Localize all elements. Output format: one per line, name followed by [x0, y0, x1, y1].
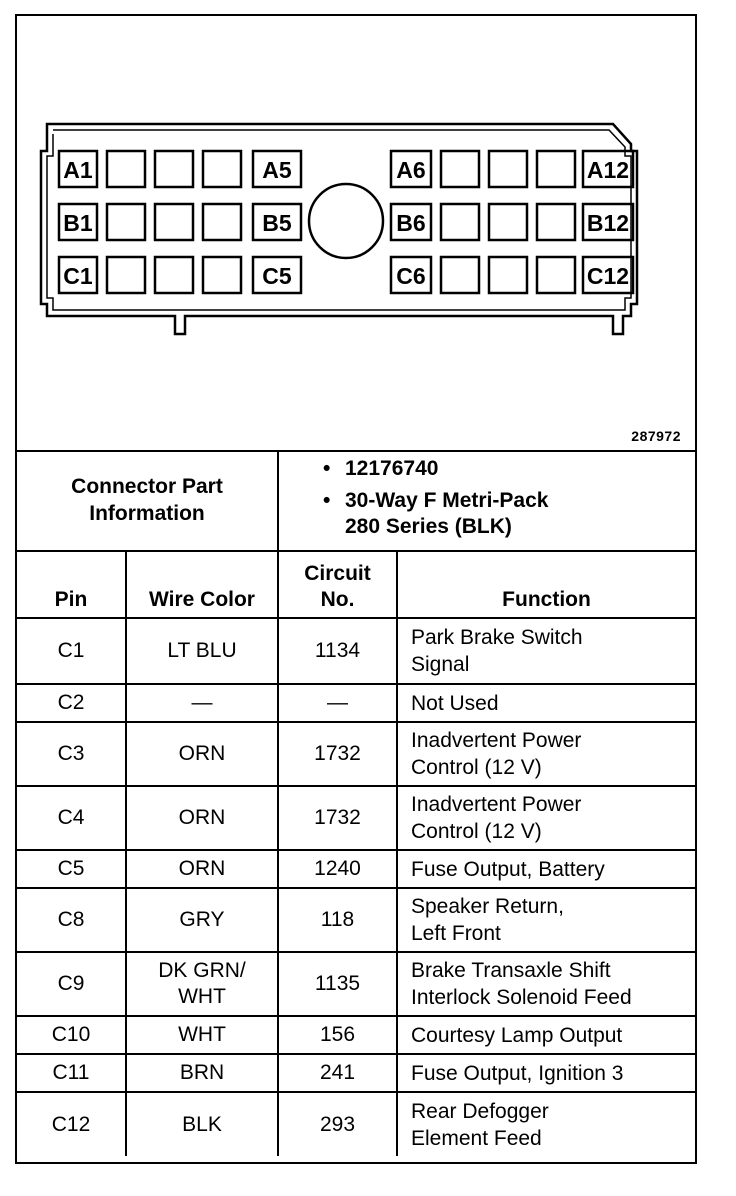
- cell-pin-line: C9: [57, 972, 85, 995]
- cell-circuit: [278, 684, 397, 722]
- pin-cavity: [155, 204, 193, 240]
- cell-circuit: [278, 850, 397, 888]
- cell-function: [397, 850, 695, 888]
- cell-circuit: [278, 722, 397, 786]
- header-wire-color: Wire Color: [126, 552, 278, 618]
- pin-cavity: [107, 151, 145, 187]
- cell-pin: [17, 952, 126, 1016]
- pin-cavity-label: C12: [586, 263, 630, 289]
- pin-cavity-label: A6: [396, 157, 426, 183]
- cell-circuit-line: —: [327, 691, 348, 714]
- cell-function: [397, 1092, 695, 1156]
- pin-cavity: [107, 257, 145, 293]
- bullet: •: [323, 457, 331, 480]
- cell-wire-color-line: BRN: [179, 1061, 225, 1084]
- pin-cavity-label: B1: [63, 210, 93, 236]
- cell-pin: [17, 1016, 126, 1054]
- pin-cavity-label: B5: [262, 210, 292, 236]
- cell-wire-color: [126, 786, 278, 850]
- info-items: [279, 456, 689, 540]
- center-keyway-circle: [309, 184, 383, 258]
- cell-circuit-line: 1134: [314, 639, 361, 662]
- connector-diagram: [17, 16, 695, 452]
- cell-wire-color: [126, 888, 278, 952]
- connector-face-drawing: [17, 16, 695, 450]
- pin-cavity-label: A5: [262, 157, 292, 183]
- cell-wire-color: [126, 952, 278, 1016]
- cell-function-line: Brake Transaxle Shift: [411, 959, 611, 982]
- pin-cavity: [203, 204, 241, 240]
- pin-cavity: [203, 151, 241, 187]
- cell-pin-line: C12: [51, 1112, 91, 1136]
- cell-pin: [17, 786, 126, 850]
- cell-pin-line: C8: [57, 908, 85, 931]
- cell-function-line: Fuse Output, Battery: [411, 857, 605, 881]
- cell-pin: [17, 722, 126, 786]
- info-item-line: 280 Series (BLK): [345, 515, 512, 538]
- header-function: Function: [397, 552, 695, 618]
- cell-pin-line: C2: [57, 691, 85, 714]
- cell-pin-line: C10: [51, 1023, 91, 1046]
- cell-pin: [17, 618, 126, 684]
- pin-cavity: [155, 151, 193, 187]
- cell-function-line: Fuse Output, Ignition 3: [411, 1061, 624, 1085]
- cell-wire-color: [126, 1092, 278, 1156]
- cell-function-line: Element Feed: [411, 1126, 542, 1150]
- cell-function: [397, 952, 695, 1016]
- cell-wire-color-line: DK GRN/: [158, 959, 246, 982]
- cell-function-line: Park Brake Switch: [411, 626, 583, 649]
- cell-function-line: Rear Defogger: [411, 1099, 549, 1123]
- info-item-line: 30-Way F Metri-Pack: [345, 489, 549, 512]
- pin-cavity: [537, 204, 575, 240]
- pin-cavity: [489, 204, 527, 240]
- table-row: [17, 618, 695, 684]
- cell-circuit-line: 293: [319, 1112, 356, 1136]
- cell-pin-line: C4: [57, 806, 85, 829]
- cell-wire-color: [126, 618, 278, 684]
- table-row: [17, 786, 695, 850]
- pin-cavity-label: C5: [262, 263, 292, 289]
- cell-function-line: Control (12 V): [411, 756, 542, 779]
- cell-function-line: Courtesy Lamp Output: [411, 1023, 623, 1047]
- cell-function-line: Not Used: [411, 691, 499, 715]
- cell-function: [397, 722, 695, 786]
- cell-function-line: Control (12 V): [411, 820, 542, 843]
- pin-cavity-label: B6: [396, 210, 426, 236]
- cell-function-line: Inadvertent Power: [411, 793, 582, 816]
- cell-wire-color: [126, 722, 278, 786]
- cell-circuit-line: 1240: [314, 857, 361, 880]
- table-header-row: [17, 552, 695, 618]
- cell-wire-color-line: LT BLU: [167, 639, 237, 662]
- cell-pin: [17, 888, 126, 952]
- table-row: [17, 952, 695, 1016]
- cell-wire-color-line: ORN: [178, 857, 226, 880]
- connector-housing: [41, 124, 637, 334]
- cell-wire-color-line: —: [191, 691, 213, 714]
- pin-cavity-label: A12: [586, 157, 630, 183]
- cell-circuit: [278, 786, 397, 850]
- cell-pin: [17, 684, 126, 722]
- pin-cavity: [107, 204, 145, 240]
- cell-pin-line: C1: [57, 639, 85, 662]
- cell-circuit: [278, 888, 397, 952]
- cell-wire-color: [126, 1016, 278, 1054]
- pin-cavity: [155, 257, 193, 293]
- pin-cavity: [537, 257, 575, 293]
- figure-number: 287972: [631, 428, 681, 444]
- table-row: [17, 684, 695, 722]
- cell-pin: [17, 1054, 126, 1092]
- pin-cavity: [441, 151, 479, 187]
- cell-wire-color-line: WHT: [178, 1023, 226, 1046]
- cell-function-line: Left Front: [411, 922, 501, 945]
- pin-cavity: [489, 257, 527, 293]
- cell-wire-color-line: BLK: [182, 1112, 222, 1136]
- header-circuit-no: [278, 552, 397, 618]
- pin-cavity-label: B12: [586, 210, 630, 236]
- cell-circuit: [278, 1054, 397, 1092]
- cell-wire-color: [126, 1054, 278, 1092]
- info-item-line: 12176740: [345, 457, 439, 480]
- cell-pin: [17, 850, 126, 888]
- cell-function-line: Inadvertent Power: [411, 729, 582, 752]
- cell-wire-color-line: ORN: [178, 742, 226, 765]
- table-row: [17, 722, 695, 786]
- cell-function: [397, 786, 695, 850]
- pin-cavity-label: C1: [63, 263, 93, 289]
- cell-circuit: [278, 1016, 397, 1054]
- cell-function: [397, 888, 695, 952]
- table-row: [17, 850, 695, 888]
- pin-cavity: [203, 257, 241, 293]
- cell-function: [397, 1054, 695, 1092]
- cell-circuit-line: 156: [319, 1023, 356, 1046]
- pin-cavity: [537, 151, 575, 187]
- cell-wire-color-line: WHT: [178, 985, 226, 1008]
- cell-circuit-line: 241: [319, 1061, 356, 1084]
- connector-housing-inner: [47, 130, 631, 310]
- cell-wire-color-line: ORN: [178, 806, 226, 829]
- pin-cavity: [441, 257, 479, 293]
- header-circuit-line2: No.: [320, 588, 355, 611]
- cell-circuit: [278, 618, 397, 684]
- pin-cavity: [489, 151, 527, 187]
- info-label-line2: Information: [89, 502, 205, 525]
- cell-function: [397, 684, 695, 722]
- pin-cavity-label: A1: [63, 157, 93, 183]
- pin-cavity-label: C6: [396, 263, 426, 289]
- cell-wire-color: [126, 850, 278, 888]
- pin-cavity: [441, 204, 479, 240]
- info-item-part-number: [279, 456, 689, 482]
- cell-function-line: Speaker Return,: [411, 895, 564, 918]
- cell-function: [397, 618, 695, 684]
- document-frame: [15, 14, 697, 1164]
- cell-pin-line: C5: [57, 857, 85, 880]
- bullet: •: [323, 489, 331, 512]
- connector-part-information: [17, 450, 695, 552]
- cell-circuit-line: 1135: [314, 972, 361, 995]
- table-row: [17, 888, 695, 952]
- cell-pin: [17, 1092, 126, 1156]
- cell-wire-color-line: GRY: [179, 908, 225, 931]
- cell-pin-line: C11: [52, 1061, 90, 1084]
- cell-circuit-line: 1732: [314, 742, 361, 765]
- info-item-description: [279, 488, 689, 540]
- table-row: [17, 1092, 695, 1156]
- cell-circuit-line: 1732: [314, 806, 361, 829]
- header-circuit-line1: Circuit: [304, 562, 371, 585]
- pin-table: [17, 552, 695, 1156]
- cell-pin-line: C3: [57, 742, 85, 765]
- cell-circuit: [278, 952, 397, 1016]
- cell-circuit-line: 118: [320, 908, 355, 931]
- cell-function: [397, 1016, 695, 1054]
- table-row: [17, 1054, 695, 1092]
- cell-function-line: Signal: [411, 653, 470, 676]
- cell-wire-color: [126, 684, 278, 722]
- info-label: [17, 450, 279, 550]
- info-label-line1: Connector Part: [71, 475, 223, 498]
- table-row: [17, 1016, 695, 1054]
- cell-function-line: Interlock Solenoid Feed: [411, 986, 632, 1009]
- header-pin: Pin: [17, 552, 126, 618]
- cell-circuit: [278, 1092, 397, 1156]
